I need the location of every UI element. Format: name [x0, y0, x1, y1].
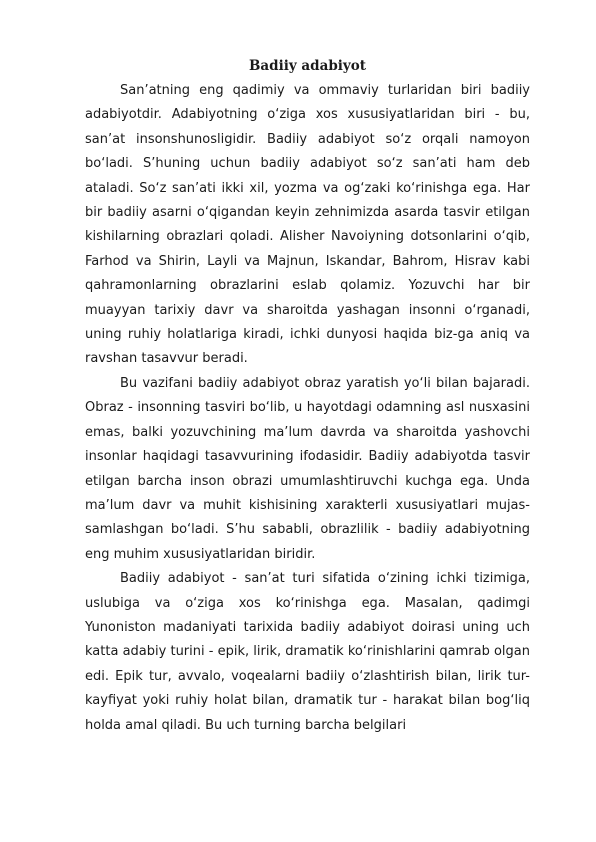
document-page: [85, 53, 530, 738]
paragraph-3: Badiiy adabiyot - san’at turi sifatida o‘zining ichki tizimiga, uslubiga va o‘ziga xos ko‘rinishga ega. Masalan, qadimgi Yunoniston madaniyati tarixida badiiy adabiyot doirasi uning uch katta adabiy turini - epik, lirik, dramatik ko‘rinishlarini qamrab olgan edi. Epik tur, avvalo, voqealarni badiiy o‘zlashtirish bilan, lirik tur-kayfiyat yoki ruhiy holat bilan, dramatik tur - harakat bilan bog‘liq holda amal qiladi. Bu uch turning barcha belgilari: [85, 571, 530, 733]
document-title: Badiiy adabiyot: [249, 58, 366, 74]
paragraph-1: San’atning eng qadimiy va ommaviy turlaridan biri badiiy adabiyotdir. Adabiyotning o‘ziga xos xususiyatlaridan biri - bu, san’at insonshunosligidir. Badiiy adabiyot so‘z orqali namoyon bo‘ladi. S’huning uchun badiiy adabiyot so‘z san’ati ham deb ataladi. So‘z san’ati ikki xil, yozma va og‘zaki ko‘rinishga ega. Har bir badiiy asarni o‘qigandan keyin zehnimizda asarda tasvir etilgan kishilarning obrazlari qoladi. Alisher Navoiyning dotsonlarini o‘qib, Farhod va Shirin, Layli va Majnun, Iskandar, Bahrom, Hisrav kabi qahramonlarning obrazlarini eslab qolamiz. Yozuvchi har bir muayyan tarixiy davr va sharoitda yashagan insonni o‘rganadi, uning ruhiy holatlariga kiradi, ichki dunyosi haqida biz-ga aniq va ravshan tasavvur beradi.: [85, 83, 530, 367]
paragraph-2: Bu vazifani badiiy adabiyot obraz yaratish yo‘li bilan bajaradi. Obraz - insonning tasviri bo‘lib, u hayotdagi odamning asl nusxasini emas, balki yozuvchining ma’lum davrda va sharoitda yashovchi insonlar haqidagi tasavvurining ifodasidir. Badiiy adabiyotda tasvir etilgan barcha inson obrazi umumlashtiruvchi kuchga ega. Unda ma’lum davr va muhit kishisining xarakterli xususiyatlari mujas-samlashgan bo‘ladi. S’hu sababli, obrazlilik - badiiy adabiyotning eng muhim xususiyatlaridan biridir.: [85, 375, 530, 562]
